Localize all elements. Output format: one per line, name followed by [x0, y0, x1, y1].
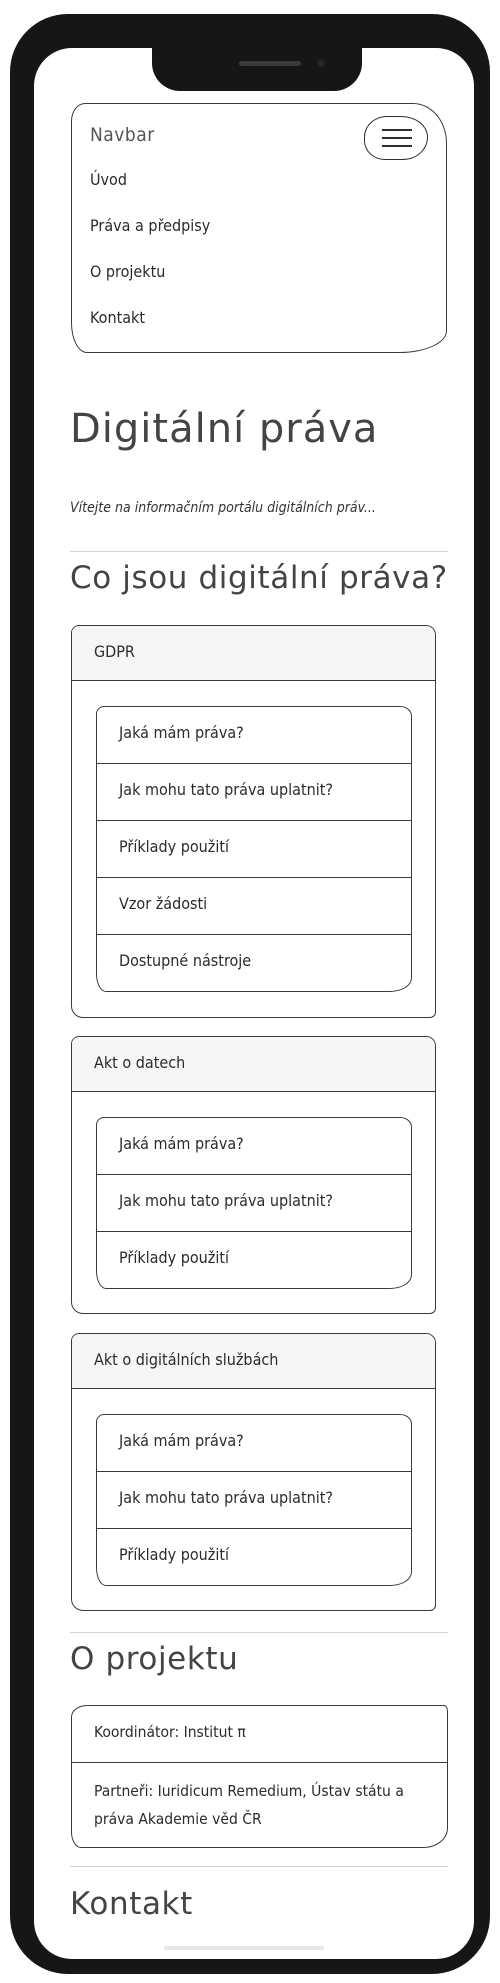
list-item[interactable]: Jak mohu tato práva uplatnit?: [97, 1472, 411, 1529]
list-item[interactable]: Příklady použití: [119, 1545, 229, 1564]
nav-item-uvod[interactable]: Úvod: [90, 170, 127, 189]
divider: [70, 551, 448, 552]
list-group: [96, 1117, 412, 1289]
list-item[interactable]: Jak mohu tato práva uplatnit?: [97, 764, 411, 821]
section-title-project: O projektu: [70, 1641, 239, 1677]
screen: [34, 48, 474, 1959]
navbar: [71, 103, 447, 353]
card-gdpr: [71, 625, 436, 1018]
card-header: GDPR: [72, 626, 435, 681]
section-title-rights: Co jsou digitální práva?: [70, 560, 448, 596]
card-header: Akt o digitálních službách: [72, 1334, 435, 1389]
list-item[interactable]: Jak mohu tato práva uplatnit?: [97, 1175, 411, 1232]
notch: [152, 48, 362, 91]
card-header: Akt o datech: [72, 1037, 435, 1092]
nav-item-kontakt[interactable]: Kontakt: [90, 308, 146, 327]
phone-frame: [10, 14, 490, 1974]
menu-toggle-button[interactable]: [364, 116, 428, 160]
card-akt-o-digitalnich-sluzbach: [71, 1333, 436, 1611]
list-item[interactable]: Dostupné nástroje: [119, 951, 252, 970]
speaker-grille: [239, 61, 301, 66]
home-indicator: [164, 1946, 324, 1950]
list-item[interactable]: Jaká mám práva?: [97, 1415, 411, 1472]
lead-text: Vítejte na informačním portálu digitálních práv...: [70, 500, 376, 516]
list-item[interactable]: Příklady použití: [97, 821, 411, 878]
partners-text: Partneři: Iuridicum Remedium, Ústav státu a práva Akademie věd ČR: [94, 1782, 404, 1828]
section-title-contact: Kontakt: [70, 1886, 193, 1922]
camera-icon: [316, 58, 326, 68]
list-group: [96, 706, 412, 992]
nav-item-prava-a-predpisy[interactable]: Práva a předpisy: [90, 216, 211, 235]
list-item[interactable]: Vzor žádosti: [97, 878, 411, 935]
card-akt-o-datech: [71, 1036, 436, 1314]
hamburger-icon: [382, 129, 412, 131]
list-group: [96, 1414, 412, 1586]
page-title: Digitální práva: [70, 406, 379, 452]
divider: [70, 1866, 448, 1867]
list-item[interactable]: Jaká mám práva?: [97, 1118, 411, 1175]
divider: [70, 1632, 448, 1633]
navbar-brand[interactable]: Navbar: [90, 124, 155, 146]
project-info-box: [71, 1705, 448, 1848]
nav-item-o-projektu[interactable]: O projektu: [90, 262, 166, 281]
list-item[interactable]: Příklady použití: [119, 1248, 229, 1267]
list-item[interactable]: Jaká mám práva?: [97, 707, 411, 764]
coordinator-text: Koordinátor: Institut π: [72, 1706, 447, 1763]
